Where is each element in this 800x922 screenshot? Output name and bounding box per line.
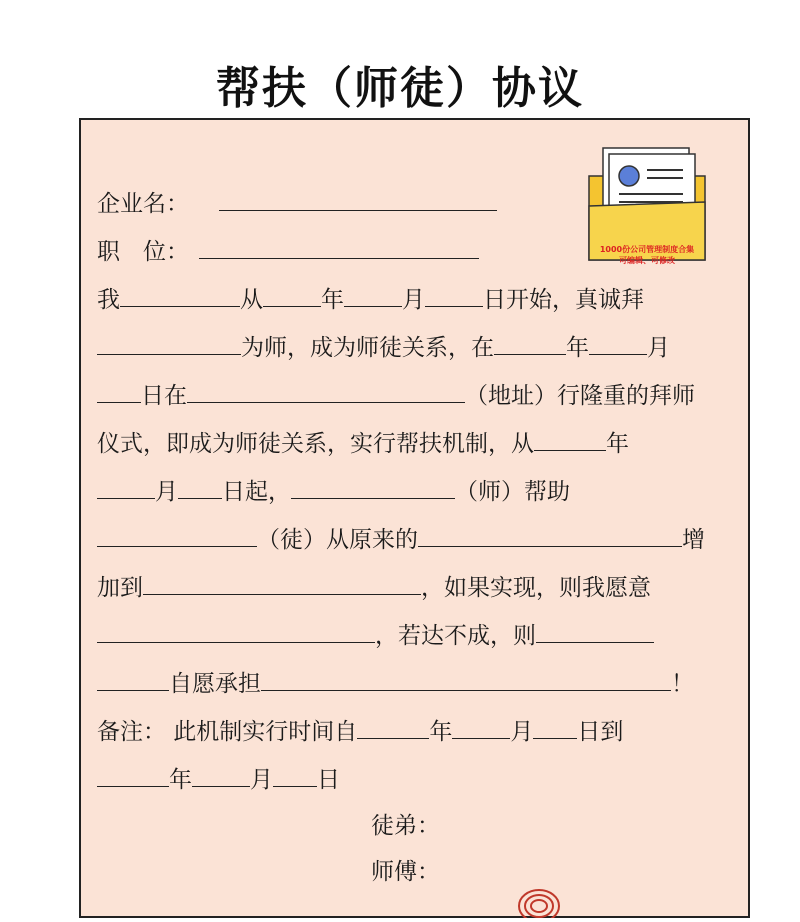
original-level-blank[interactable] [418,524,682,547]
paragraph-line-5 [97,476,570,508]
paragraph-line-8 [97,620,654,652]
note-line-1 [97,716,623,748]
fingerprint-icon [514,878,564,918]
end-month-blank[interactable] [192,764,250,787]
month-blank[interactable] [97,476,155,499]
company-name-blank[interactable] [219,188,497,211]
text: （师）帮助 [455,479,570,505]
year-blank[interactable] [263,284,321,307]
penalty-party-blank[interactable] [536,620,654,643]
text: 年 [429,719,453,745]
start-day-blank[interactable] [533,716,577,739]
month-blank[interactable] [589,332,647,355]
master-name-blank[interactable] [97,332,241,355]
text: 月 [402,287,425,313]
paragraph-line-9 [97,668,694,700]
target-level-blank[interactable] [143,572,421,595]
position-label: 职 位： [97,239,189,265]
text: 加到 [97,575,143,601]
end-day-blank[interactable] [273,764,317,787]
text: 为师，成为师徒关系，在 [241,335,494,361]
note-line-2 [97,764,340,796]
company-name-row [97,188,497,220]
day-blank[interactable] [178,476,222,499]
text: 年 [606,431,629,457]
text: （地址）行隆重的拜师 [465,383,695,409]
day-blank[interactable] [97,380,141,403]
apprentice-signature-row [371,810,440,842]
position-row [97,236,479,268]
month-blank[interactable] [344,284,402,307]
text: 日 [317,767,340,793]
position-blank[interactable] [199,236,479,259]
start-year-blank[interactable] [357,716,429,739]
text: 月 [155,479,178,505]
badge-line-1: 1000份公司管理制度合集 [599,245,695,254]
responsible-blank[interactable] [97,668,169,691]
text: ，如果实现，则我愿意 [421,575,651,601]
name-blank[interactable] [120,284,240,307]
text: 月 [510,719,534,745]
paragraph-line-4 [97,428,629,460]
company-label: 企业名： [97,191,189,217]
year-blank[interactable] [534,428,606,451]
text: 年 [169,767,192,793]
text: 仪式，即成为师徒关系，实行帮扶机制，从 [97,431,534,457]
note-label: 备注： 此机制实行时间自 [97,719,358,745]
text: 月 [250,767,273,793]
text: 月 [647,335,670,361]
folder-document-icon [587,146,707,264]
apprentice-blank[interactable] [97,524,257,547]
master-blank[interactable] [291,476,455,499]
text: 增 [682,527,705,553]
text: 日起， [222,479,291,505]
apprentice-label: 徒弟： [371,813,440,839]
master-signature-row [371,856,440,888]
end-year-blank[interactable] [97,764,169,787]
text: （徒）从原来的 [257,527,418,553]
text: 年 [566,335,589,361]
badge-line-2: 可编辑、可修改 [619,256,675,265]
master-label: 师傅： [371,859,440,885]
text: 自愿承担 [169,671,261,697]
text: 日开始，真诚拜 [483,287,644,313]
year-blank[interactable] [494,332,566,355]
paragraph-line-1 [97,284,644,316]
reward-blank[interactable] [97,620,375,643]
document-title: 帮扶（师徒）协议 [216,63,584,114]
agreement-form [79,118,750,918]
start-month-blank[interactable] [452,716,510,739]
text: ！ [671,671,694,697]
text: ，若达不成，则 [375,623,536,649]
text: 年 [321,287,344,313]
penalty-blank[interactable] [261,668,671,691]
text: 我 [97,287,120,313]
paragraph-line-7 [97,572,651,604]
day-blank[interactable] [425,284,483,307]
text: 从 [240,287,263,313]
paragraph-line-2 [97,332,670,364]
paragraph-line-6 [97,524,705,556]
text: 日在 [141,383,187,409]
address-blank[interactable] [187,380,465,403]
text: 日到 [577,719,624,745]
paragraph-line-3 [97,380,695,412]
